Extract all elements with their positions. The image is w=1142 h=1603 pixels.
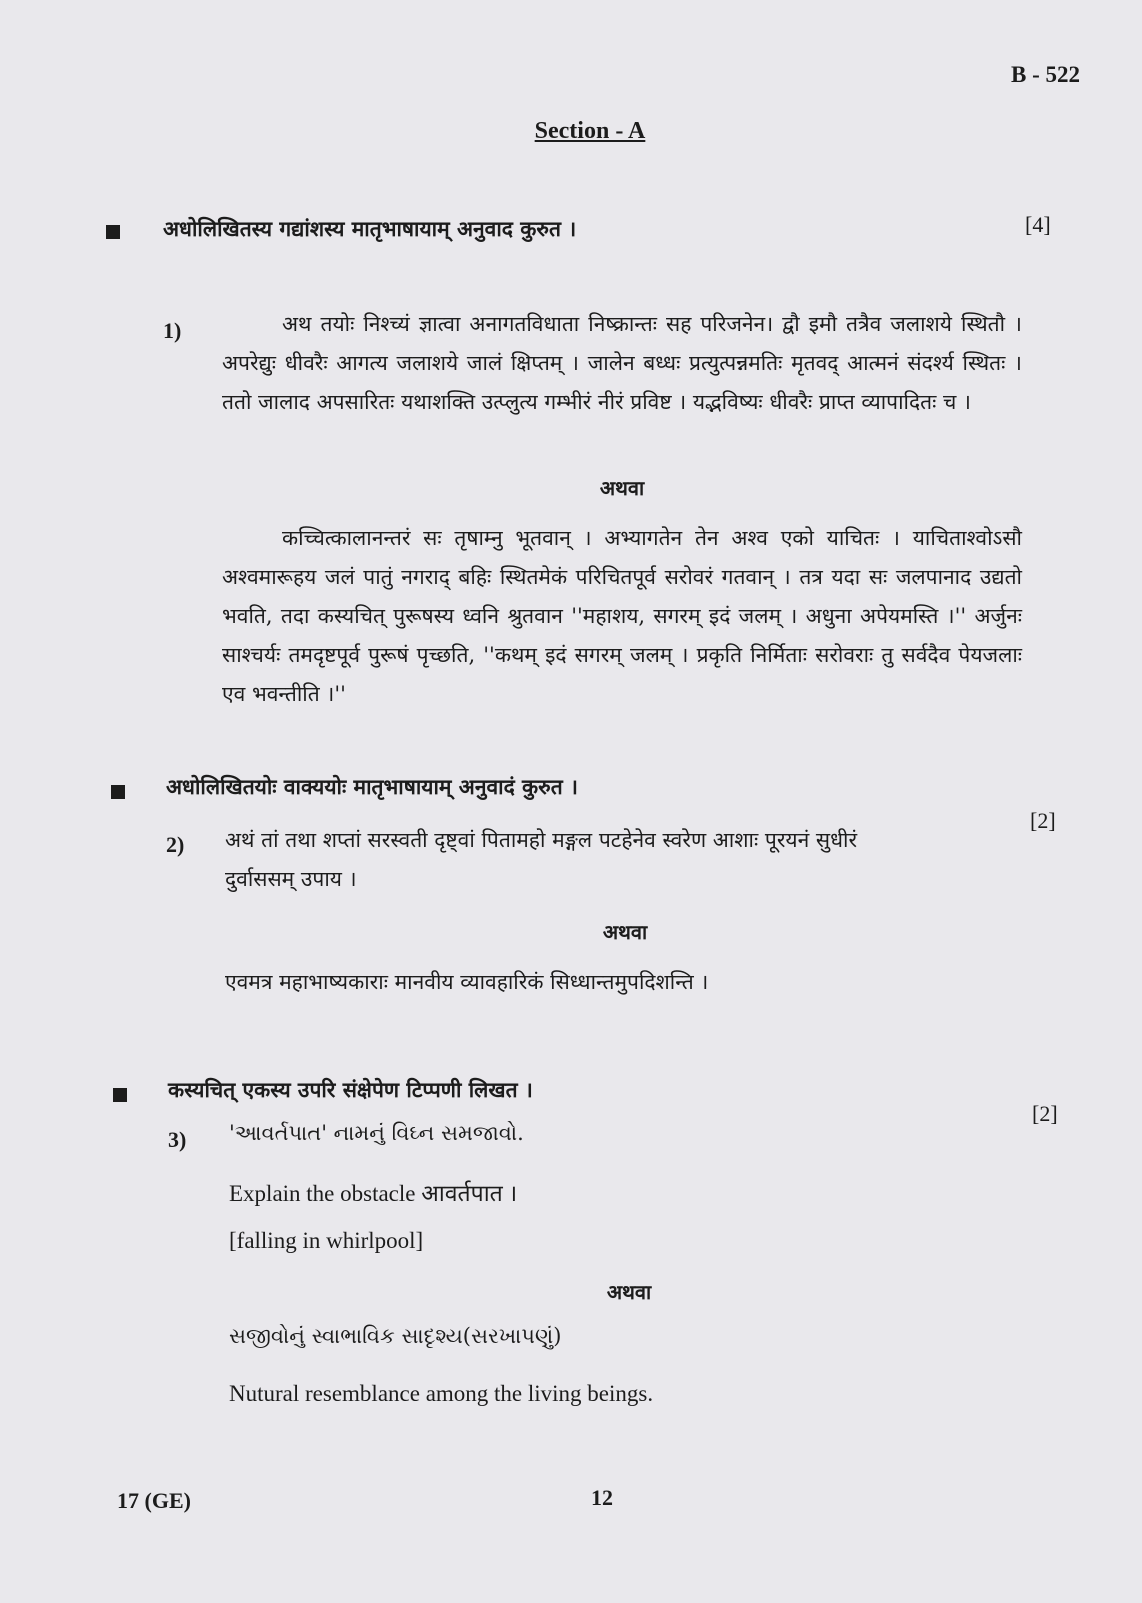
q2-sentence-line1: अथं तां तथा शप्तां सरस्वती दृष्ट्वां पितामहो मङ्गल पटहेनेव स्वरेण आशाः पूरयनं सुधीरं [225,828,858,852]
q1-marks: [4] [1025,212,1051,237]
footer-code: 17 (GE) [117,1488,191,1513]
q2-number: 2) [166,832,185,857]
q3-number: 3) [168,1127,187,1152]
q2-marks: [2] [1030,808,1056,833]
q1-or-label: अथवा [599,476,645,500]
q1-passage-main [222,305,1022,422]
q2-sentence-line2: दुर्वाससम् उपाय । [225,867,357,891]
q3-english-question: Explain the obstacle आवर्तपात । [229,1181,518,1206]
page-number: 12 [591,1485,613,1510]
q1-instruction: अधोलिखितस्य गद्यांशस्य मातृभाषायाम् अनुवाद कुरुत । [163,216,577,241]
q2-or-label: अथवा [602,920,648,944]
paper-code: B - 522 [1011,62,1080,87]
q3-english-alt: Nutural resemblance among the living beings. [229,1381,654,1406]
bullet-icon [113,1088,127,1102]
q1-passage-main-text: अथ तयोः निश्च्यं ज्ञात्वा अनागतविधाता निष्क्रान्तः सह परिजनेन। द्वौ इमौ तत्रैव जलाशये स्थितौ । अपरेद्युः धीवरैः आगत्य जलाशये जालं क्षिप्तम् । जालेन बध्धः प्रत्युत्पन्नमतिः मृतवद् आत्मनं संदर्श्य स्थितः । ततो जालाद अपसारितः यथाशक्ति उत्प्लुत्य गम्भीरं नीरं प्रविष्ट । यद्भविष्यः धीवरैः प्राप्त व्यापादितः च । [222,312,1022,414]
q1-number: 1) [163,318,182,343]
q2-instruction: अधोलिखितयोः वाक्ययोः मातृभाषायाम् अनुवादं कुरुत । [166,774,578,799]
q3-marks: [2] [1032,1101,1058,1126]
q3-or-label: अथवा [606,1280,652,1304]
q1-passage-alt [222,519,1022,714]
bullet-icon [111,785,125,799]
q3-gujarati-question: 'આવર્તપાત' નામનું વિઘ્ન સમજાવો. [229,1121,524,1145]
q3-gujarati-alt: સજીવોનું સ્વાભાવિક સાદૃશ્ય(સરખાપણું) [229,1324,562,1348]
q3-english-hint: [falling in whirlpool] [229,1228,424,1253]
q3-instruction: कस्यचित् एकस्य उपरि संक्षेपेण टिप्पणी लिखत । [168,1077,533,1102]
section-title: Section - A [534,118,646,144]
bullet-icon [106,225,120,239]
q1-passage-alt-text: कच्चित्कालानन्तरं सः तृषाम्नु भूतवान् । अभ्यागतेन तेन अश्व एको याचितः । याचिताश्वोऽसौ अश्वमारूहय जलं पातुं नगराद् बहिः स्थितमेकं परिचितपूर्व सरोवरं गतवान् । तत्र यदा सः जलपानाद उद्यतो भवति, तदा कस्यचित् पुरूषस्य ध्वनि श्रुतवान ''महाशय, सगरम् इदं जलम् । अधुना अपेयमस्ति ।'' अर्जुनः साश्चर्यः तमदृष्टपूर्व पुरूषं पृच्छति, ''कथम् इदं सगरम् जलम् । प्रकृति निर्मिताः सरोवराः तु सर्वदैव पेयजलाः एव भवन्तीति ।'' [222,526,1022,706]
q2-sentence-alt: एवमत्र महाभाष्यकाराः मानवीय व्यावहारिकं सिध्धान्तमुपदिशन्ति । [225,970,709,994]
